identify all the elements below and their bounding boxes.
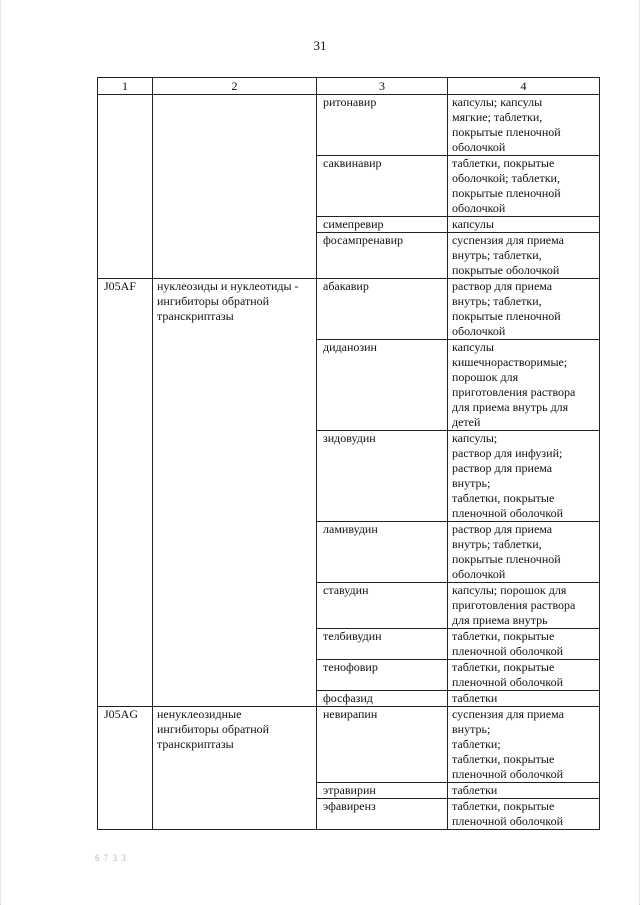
atc-code-cell <box>98 95 153 279</box>
drug-name-cell: диданозин <box>317 340 448 431</box>
page-number: 31 <box>313 38 327 53</box>
drug-table <box>97 77 600 830</box>
dosage-forms-cell: таблетки <box>448 691 600 707</box>
dosage-forms-cell: капсулы; раствор для инфузий; раствор для приема внутрь; таблетки, покрытые пленочной оболочкой <box>448 431 600 522</box>
header-col-3: 3 <box>317 78 448 95</box>
dosage-forms-cell: капсулы; порошок для приготовления раствора для приема внутрь <box>448 583 600 629</box>
table-row <box>98 95 600 156</box>
drug-name-cell: абакавир <box>317 279 448 340</box>
scan-edge-right <box>635 0 640 905</box>
dosage-forms-cell: капсулы; капсулы мягкие; таблетки, покрытые пленочной оболочкой <box>448 95 600 156</box>
scan-edge-left <box>0 0 5 905</box>
table-row <box>98 279 600 340</box>
dosage-forms-cell: суспензия для приема внутрь; таблетки; таблетки, покрытые пленочной оболочкой <box>448 707 600 783</box>
drug-name-cell: телбивудин <box>317 629 448 660</box>
header-col-2: 2 <box>153 78 317 95</box>
drug-name-cell: ритонавир <box>317 95 448 156</box>
header-col-4: 4 <box>448 78 600 95</box>
drug-name-cell: саквинавир <box>317 156 448 217</box>
dosage-forms-cell: таблетки <box>448 783 600 799</box>
dosage-forms-cell: раствор для приема внутрь; таблетки, покрытые пленочной оболочкой <box>448 522 600 583</box>
group-description-cell: нуклеозиды и нуклеотиды - ингибиторы обратной транскриптазы <box>153 279 317 707</box>
drug-name-cell: ставудин <box>317 583 448 629</box>
drug-name-cell: симепревир <box>317 217 448 233</box>
atc-code-cell: J05AF <box>98 279 153 707</box>
table-row <box>98 707 600 783</box>
dosage-forms-cell: таблетки, покрытые пленочной оболочкой <box>448 629 600 660</box>
dosage-forms-cell: таблетки, покрытые оболочкой; таблетки, покрытые пленочной оболочкой <box>448 156 600 217</box>
group-description-cell: ненуклеозидные ингибиторы обратной транскриптазы <box>153 707 317 830</box>
drug-name-cell: тенофовир <box>317 660 448 691</box>
dosage-forms-cell: таблетки, покрытые пленочной оболочкой <box>448 660 600 691</box>
dosage-forms-cell: капсулы кишечнорастворимые; порошок для приготовления раствора для приема внутрь для детей <box>448 340 600 431</box>
drug-name-cell: эфавиренз <box>317 799 448 830</box>
dosage-forms-cell: капсулы <box>448 217 600 233</box>
footer-mark: 6 7 3 3 <box>95 853 127 863</box>
dosage-forms-cell: таблетки, покрытые пленочной оболочкой <box>448 799 600 830</box>
drug-table-container <box>97 77 599 830</box>
atc-code-cell: J05AG <box>98 707 153 830</box>
drug-name-cell: зидовудин <box>317 431 448 522</box>
drug-name-cell: невирапин <box>317 707 448 783</box>
dosage-forms-cell: суспензия для приема внутрь; таблетки, покрытые оболочкой <box>448 233 600 279</box>
group-description-cell <box>153 95 317 279</box>
table-body <box>98 95 600 830</box>
drug-name-cell: этравирин <box>317 783 448 799</box>
drug-name-cell: фосампренавир <box>317 233 448 279</box>
header-row <box>98 78 600 95</box>
drug-name-cell: ламивудин <box>317 522 448 583</box>
header-col-1: 1 <box>98 78 153 95</box>
dosage-forms-cell: раствор для приема внутрь; таблетки, покрытые пленочной оболочкой <box>448 279 600 340</box>
drug-name-cell: фосфазид <box>317 691 448 707</box>
